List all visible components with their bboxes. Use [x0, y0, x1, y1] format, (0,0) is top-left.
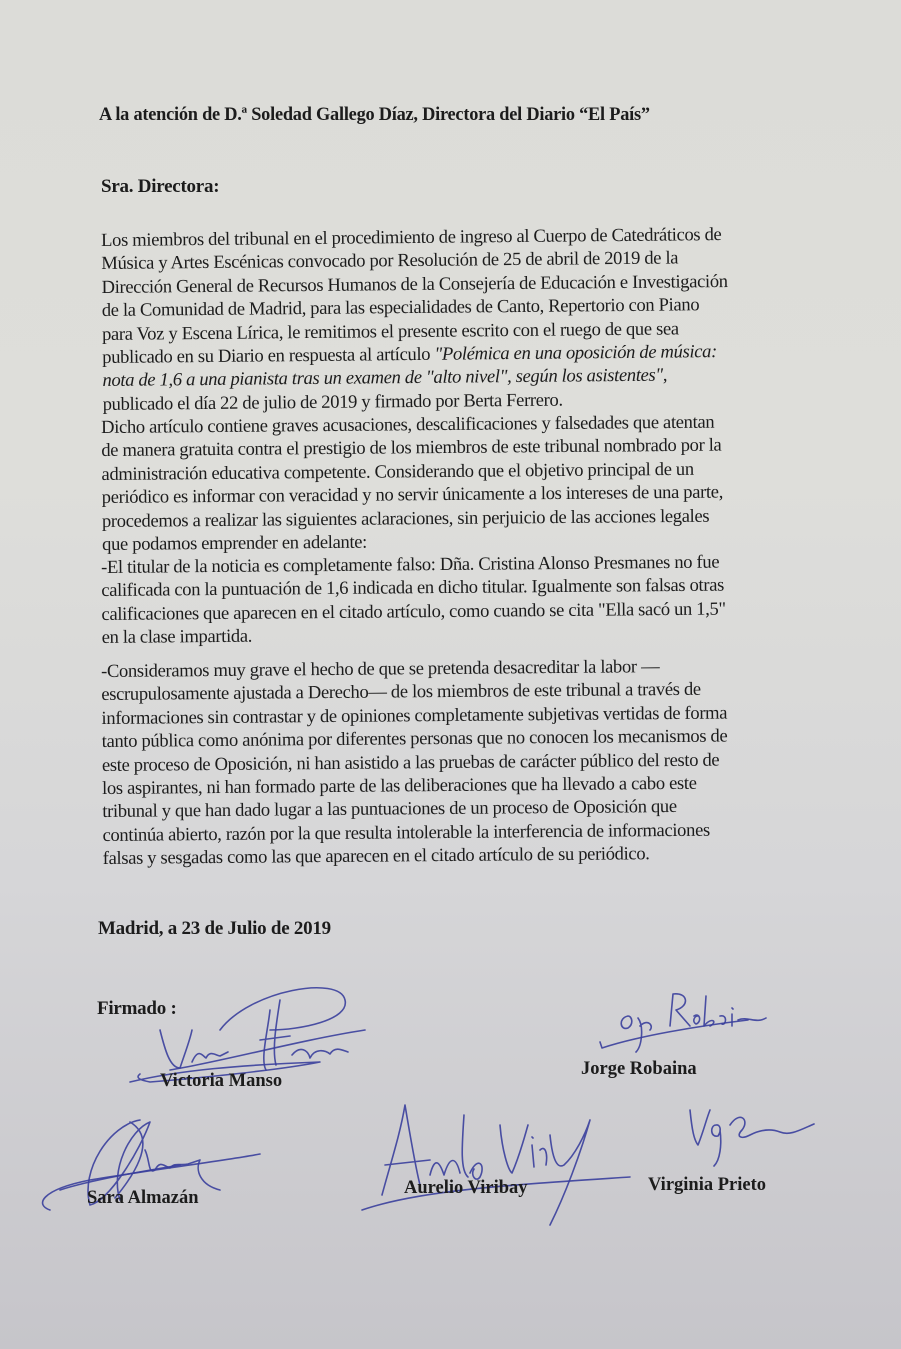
text-line: Música y Artes Escénicas convocado por Resolución de 25 de abril de 2019 de la — [101, 247, 679, 275]
text-line: calificaciones que aparecen en el citado artículo, como cuando se cita "Ella sacó un 1,5" — [101, 598, 726, 625]
signed-label: Firmado : — [97, 998, 177, 1019]
text-line: de la Comunidad de Madrid, para las especialidades de Canto, Repertorio con Piano — [101, 294, 700, 322]
paragraph-discredit — [101, 654, 803, 871]
article-title-part-2: nota de 1,6 a una pianista tras un examen de "alto nivel", según los asistentes" — [102, 365, 663, 392]
text-line: publicado el día 22 de julio de 2019 y firmado por Berta Ferrero. — [102, 389, 563, 415]
paragraph-intro — [101, 222, 803, 416]
text-line: los aspirantes, ni han formado parte de las deliberaciones que ha llevado a cabo este — [102, 772, 697, 800]
date-line: Madrid, a 23 de Julio de 2019 — [98, 918, 331, 939]
text-line: periódico es informar con veracidad y no servir únicamente a los intereses de una parte, — [101, 481, 724, 509]
signature-virginia-prieto — [680, 1100, 820, 1170]
text-line: Los miembros del tribunal en el procedimiento de ingreso al Cuerpo de Catedráticos de — [101, 224, 722, 251]
text-line: escrupulosamente ajustada a Derecho— de los miembros de este tribunal a través de — [101, 679, 701, 706]
text-line: -El titular de la noticia es completamente falso: Dña. Cristina Alonso Presmanes no fue — [101, 551, 720, 578]
text-segment: publicado en su Diario en respuesta al artículo — [102, 343, 435, 369]
signature-aurelio-viribay — [360, 1095, 660, 1225]
text-line: tanto pública como anónima por diferentes personas que no conocen los mecanismos de — [101, 725, 728, 753]
text-line: administración educativa competente. Considerando que el objetivo principal de un — [101, 458, 694, 485]
signatory-name: Aurelio Viribay — [404, 1178, 528, 1198]
text-line: procedemos a realizar las siguientes aclaraciones, sin perjuicio de las acciones legales — [101, 505, 710, 532]
text-line: Dicho artículo contiene graves acusaciones, descalificaciones y falsedades que atentan — [101, 411, 715, 438]
text-line: -Consideramos muy grave el hecho de que se pretenda desacreditar la labor — — [101, 656, 660, 682]
text-line: continúa abierto, razón por la que resulta intolerable la interferencia de informaciones — [102, 819, 710, 846]
signature-jorge-robaina — [598, 986, 778, 1066]
text-line: que podamos emprender en adelante: — [102, 531, 368, 556]
paragraph-headline-false — [101, 550, 802, 650]
text-line: este proceso de Oposición, ni han asistido a las pruebas de carácter público del resto de — [101, 749, 720, 776]
text-segment: , — [662, 365, 668, 387]
salutation: Sra. Directora: — [101, 176, 220, 197]
article-title-part-1: "Polémica en una oposición de música: — [434, 341, 718, 365]
signatory-name: Victoria Manso — [160, 1071, 283, 1091]
text-line: informaciones sin contrastar y de opiniones completamente subjetivas vertidas de forma — [101, 702, 728, 729]
text-line: en la clase impartida. — [101, 625, 253, 649]
text-line: Dirección General de Recursos Humanos de la Consejería de Educación e Investigación — [101, 270, 728, 298]
text-line: de manera gratuita contra el prestigio de los miembros de este tribunal nombrado por la — [101, 434, 722, 462]
signatory-name: Jorge Robaina — [581, 1059, 697, 1079]
signatory-name: Sara Almazán — [87, 1188, 199, 1208]
text-line: falsas y sesgadas como las que aparecen en el citado artículo de su periódico. — [102, 843, 650, 870]
addressee-line: A la atención de D.ª Soledad Gallego Díaz, Directora del Diario “El País” — [99, 104, 650, 125]
signatory-name: Virginia Prieto — [648, 1175, 766, 1195]
paragraph-accusations — [101, 410, 802, 557]
text-line: calificada con la puntuación de 1,6 indicada en dicho titular. Igualmente son falsas otras — [101, 574, 725, 602]
text-line: para Voz y Escena Lírica, le remitimos el presente escrito con el ruego de que sea — [101, 318, 679, 345]
text-line: tribunal y que han dado lugar a las puntuaciones de un proceso de Oposición que — [102, 796, 677, 823]
